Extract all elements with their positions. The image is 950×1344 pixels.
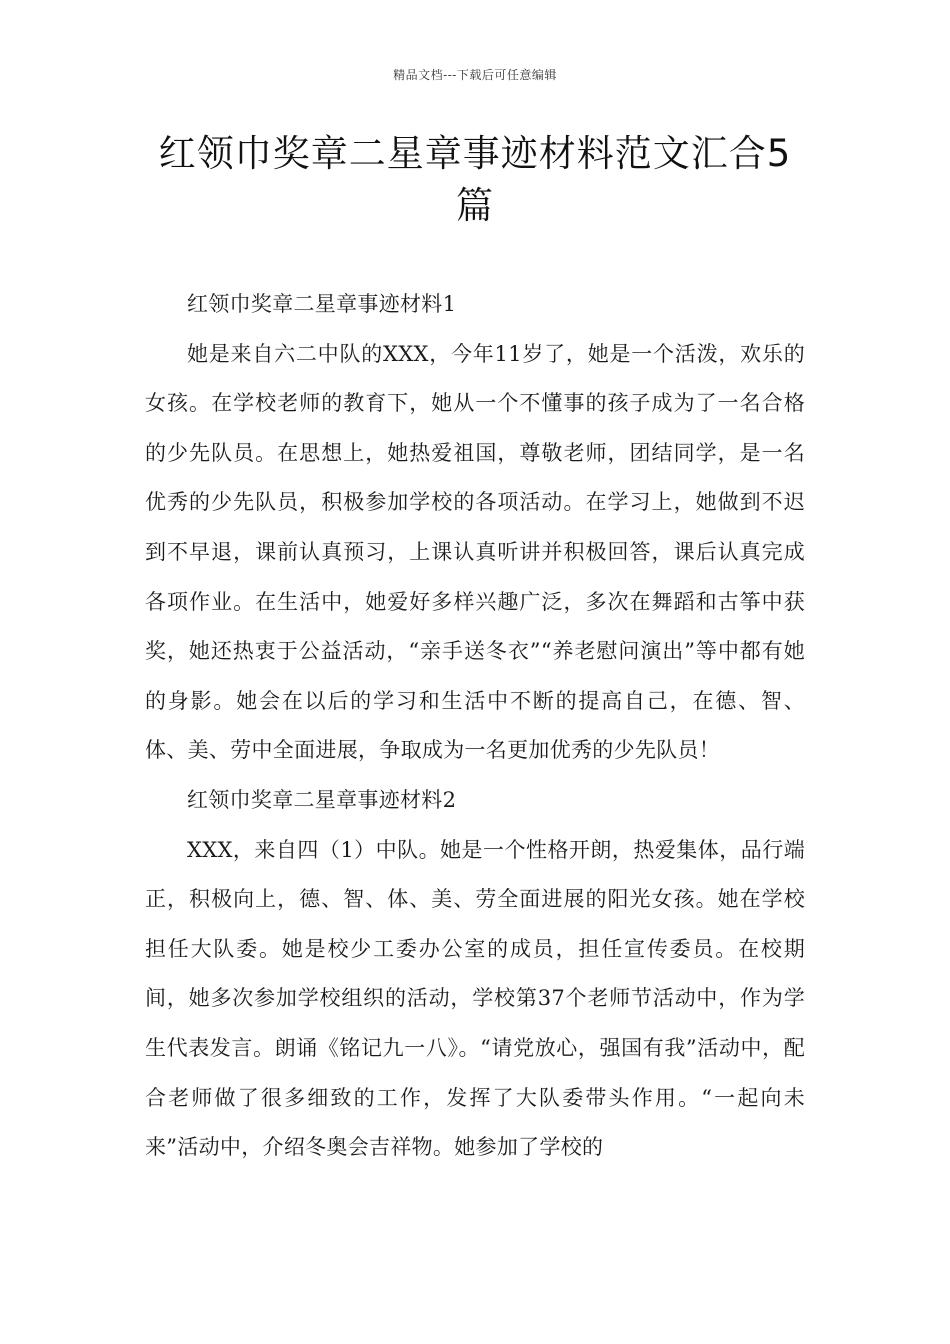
document-title: 红领巾奖章二星章事迹材料范文汇合5篇	[158, 132, 792, 227]
section-heading-2: 红领巾奖章二星章事迹材料2	[187, 787, 457, 812]
paragraph-1: 她是来自六二中队的XXX，今年11岁了，她是一个活泼，欢乐的女孩。在学校老师的教育下，她从一个不懂事的孩子成为了一名合格的少先队员。在思想上，她热爱祖国，尊敬老师，团结同学，是一名优秀的少先队员，积极参加学校的各项活动。在学习上，她做到不迟到不早退，课前认真预习，上课认真听讲并积极回答，课后认真完成各项作业。在生活中，她爱好多样兴趣广泛，多次在舞蹈和古筝中获奖，她还热衷于公益活动，“亲手送冬衣”“养老慰问演出”等中都有她的身影。她会在以后的学习和生活中不断的提高自己，在德、智、体、美、劳中全面进展，争取成为一名更加优秀的少先队员！	[145, 341, 805, 763]
document-body	[145, 280, 805, 1173]
paragraph-2: XXX，来自四（1）中队。她是一个性格开朗，热爱集体，品行端正，积极向上，德、智、体、美、劳全面进展的阳光女孩。她在学校担任大队委。她是校少工委办公室的成员，担任宣传委员。在校期间，她多次参加学校组织的活动，学校第37个老师节活动中，作为学生代表发言。朗诵《铭记九一八》。“请党放心，强国有我”活动中，配合老师做了很多细致的工作，发挥了大队委带头作用。“一起向未来”活动中，介绍冬奥会吉祥物。她参加了学校的	[145, 837, 805, 1160]
section-heading-1: 红领巾奖章二星章事迹材料1	[187, 292, 457, 316]
header-note: 精品文档---下载后可任意编辑	[393, 68, 557, 82]
